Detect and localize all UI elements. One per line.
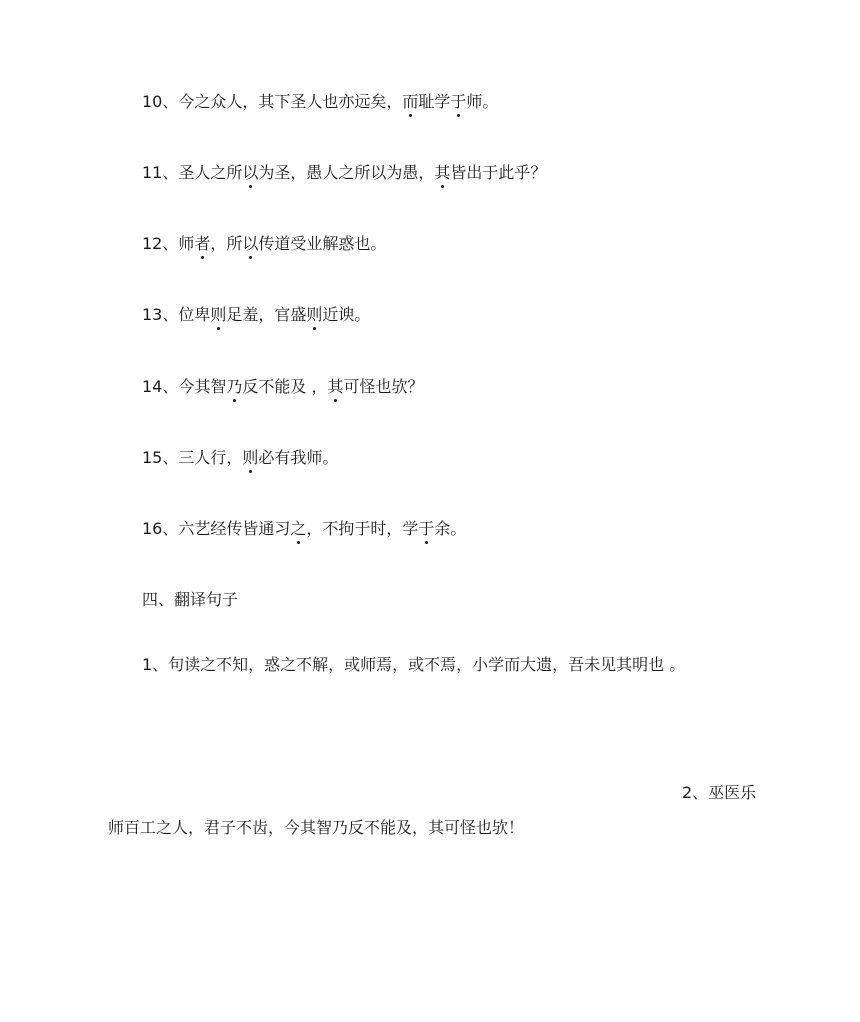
item-text-pre: 14、今其智 [142,377,227,396]
item-text-post: 可怪也欤？ [343,377,424,396]
section-heading: 四、翻译句子 [142,590,239,609]
item-text-post: 师。 [466,92,499,111]
item-text-mid: 足羞，官盛 [226,305,307,324]
emphasis-char: 则 [306,305,323,324]
emphasis-char: 其 [327,377,344,396]
item-text-post: 余。 [434,519,467,538]
emphasis-char: 乃 [226,377,243,396]
item-text-pre: 12、师 [142,234,195,253]
emphasis-char: 则 [210,305,227,324]
emphasis-char: 其 [434,163,451,182]
item-text-post: 皆出于此乎？ [450,163,547,182]
item-text-pre: 10、今之众人，其下圣人也亦远矣， [142,92,403,111]
item-text-pre: 15、三人行， [142,448,243,467]
list-item-12 [142,233,386,255]
list-item-10 [142,91,498,113]
item-text-mid: 耻学 [418,92,451,111]
item-text-post: 近谀。 [322,305,371,324]
emphasis-char: 于 [418,519,435,538]
item-text-mid: ，所 [210,234,243,253]
translate-item-2-start: 2、巫医乐 [682,783,757,802]
translate-item-1: 1、句读之不知，惑之不解，或师焉，或不焉，小学而大遗，吾未见其明也 。 [142,655,686,674]
item-text-post: 传道受业解惑也。 [258,234,387,253]
item-text-mid: ，不拘于时，学 [306,519,419,538]
emphasis-char: 以 [242,163,259,182]
list-item-16 [142,518,466,540]
item-text-mid: 为圣，愚人之所以为愚， [258,163,435,182]
item-text-pre: 16、六艺经传皆通习 [142,519,291,538]
item-text-mid: 反不能及 ， [242,377,328,396]
list-item-13 [142,304,370,326]
emphasis-char: 则 [242,448,259,467]
emphasis-char: 以 [242,234,259,253]
emphasis-char: 之 [290,519,307,538]
list-item-15 [142,447,338,469]
emphasis-char: 者 [194,234,211,253]
item-text-pre: 11、圣人之所 [142,163,243,182]
translate-item-2-cont: 师百工之人，君子不齿，今其智乃反不能及，其可怪也欤！ [108,818,525,837]
emphasis-char: 而 [402,92,419,111]
list-item-11 [142,162,546,184]
list-item-14 [142,376,424,398]
item-text-mid: 必有我师。 [258,448,339,467]
item-text-pre: 13、位卑 [142,305,211,324]
emphasis-char: 于 [450,92,467,111]
